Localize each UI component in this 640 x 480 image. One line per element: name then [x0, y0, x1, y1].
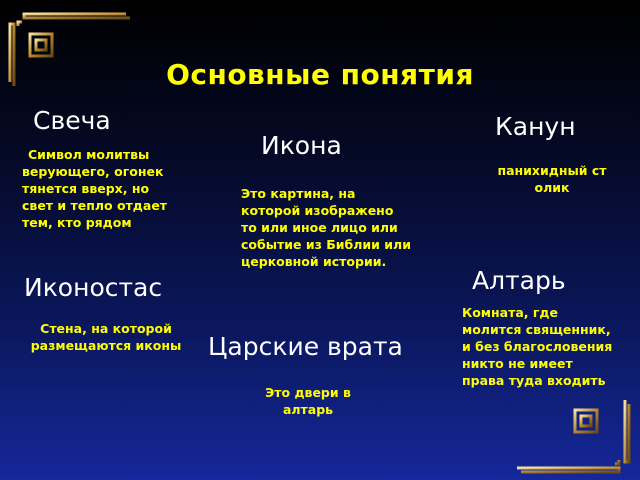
term-ikona: Икона — [261, 131, 342, 160]
term-tsarskie-vrata: Царские врата — [208, 332, 403, 361]
definition-svecha: Символ молитвы верующего, огонек тянется вверх, но свет и тепло отдает тем, кто рядом — [22, 147, 168, 230]
term-altar: Алтарь — [472, 266, 566, 295]
definition-altar: Комната, где молится священник, и без благословения никто не имеет права туда входить — [462, 305, 613, 388]
definition-kanun: панихидный столик — [497, 163, 607, 195]
corner-ornament-bottom-right — [515, 398, 637, 478]
term-svecha: Свеча — [33, 106, 111, 135]
definition-tsarskie-vrata: Это двери в алтарь — [265, 385, 351, 417]
slide-title: Основные понятия — [166, 58, 474, 91]
definition-ikona: Это картина, на которой изображено то или иное лицо или событие из Библии или церковной истории. — [241, 186, 411, 269]
definition-ikonostas: Стена, на которой размещаются иконы — [30, 321, 182, 353]
term-ikonostas: Иконостас — [24, 273, 163, 302]
term-kanun: Канун — [495, 112, 576, 141]
